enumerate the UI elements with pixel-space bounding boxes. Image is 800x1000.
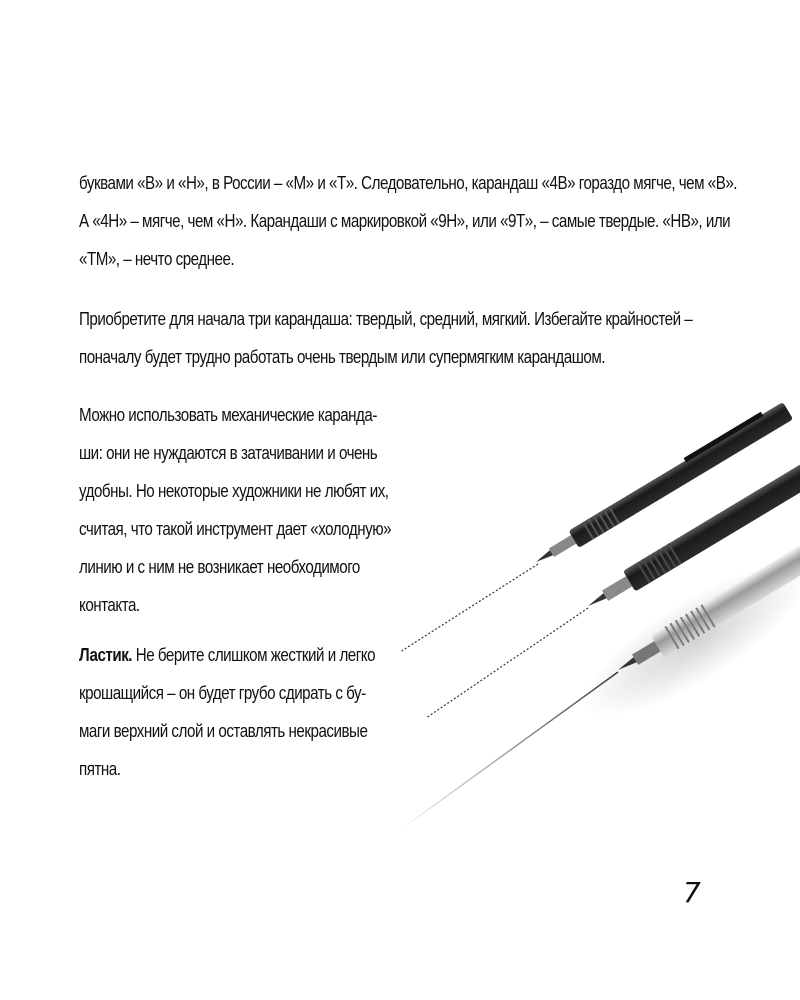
pencil-line-top	[400, 564, 538, 652]
paragraph-pencil-hardness	[79, 164, 737, 278]
text-line: поначалу будет трудно работать очень твердым или супермягким карандашом.	[79, 346, 605, 367]
pencil-line-bottom	[400, 672, 618, 830]
page-number: 7	[683, 876, 701, 909]
paragraph-eraser	[79, 636, 375, 788]
text-line: ши: они не нуждаются в затачивании и очень	[79, 442, 378, 463]
mechanical-pencils-illustration	[396, 400, 800, 840]
text-line: считая, что такой инструмент дает «холодную»	[79, 518, 392, 539]
paragraph-buy-three-pencils	[79, 300, 692, 376]
text-line: маги верхний слой и оставлять некрасивые	[79, 720, 368, 741]
pencil-dark-top	[529, 400, 793, 571]
text-line	[79, 636, 375, 674]
text-line: Можно использовать механические каранда-	[79, 404, 377, 425]
text-line: буквами «B» и «H», в России – «M» и «T». Следовательно, карандаш «4B» гораздо мягче, чем «B».	[79, 172, 738, 193]
text-line: «TM», – нечто среднее.	[79, 248, 235, 269]
text-line: крошащийся – он будет грубо сдирать с бу-	[79, 682, 366, 703]
pencil-line-middle	[426, 608, 588, 718]
text-line: А «4H» – мягче, чем «H». Карандаши с маркировкой «9H», или «9T», – самые твердые. «HB», или	[79, 210, 731, 231]
text-line: линию и с ним не возникает необходимого	[79, 556, 360, 577]
text-line: удобны. Но некоторые художники не любят их,	[79, 480, 389, 501]
eraser-line-rest: Не берите слишком жесткий и легко	[132, 644, 376, 665]
paragraph-mechanical-pencils	[79, 396, 391, 624]
text-line: Приобретите для начала три карандаша: твердый, средний, мягкий. Избегайте крайностей –	[79, 308, 693, 329]
eraser-term: Ластик.	[79, 644, 133, 665]
text-line: контакта.	[79, 594, 140, 615]
text-line: пятна.	[79, 758, 121, 779]
